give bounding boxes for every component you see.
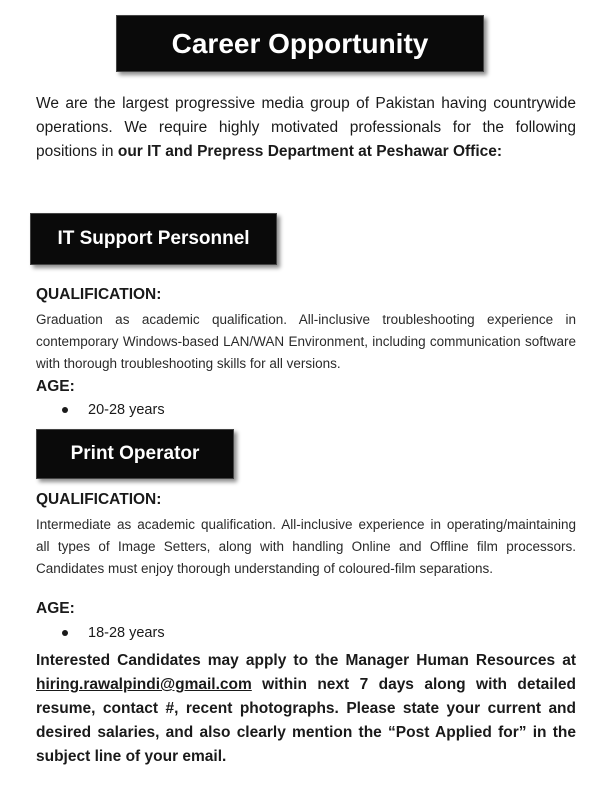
page-title: Career Opportunity xyxy=(171,27,429,59)
age-range: 20-28 years xyxy=(88,402,165,418)
qualification-heading: QUALIFICATION: xyxy=(36,286,162,303)
position-title: Print Operator xyxy=(70,443,200,464)
age-heading: AGE: xyxy=(36,600,75,617)
age-heading: AGE: xyxy=(36,378,75,395)
qualification-text: Graduation as academic qualification. All-inclusive troubleshooting experience in contemporary Windows-based LAN/WAN Environment, including communication software with thorough troubleshooting skills for all versions. xyxy=(36,312,576,371)
age-list-item xyxy=(62,625,165,641)
intro-text: We are the largest progressive media group of Pakistan having countrywide operations. We require highly motivated professionals for the following positions in xyxy=(36,95,576,160)
instructions-text-continued: within next 7 days along with detailed resume, contact #, recent photographs. Please state your current and desired salaries, and also clearly mention the “Post Applied for” in the subject line of your email. xyxy=(36,676,576,765)
bullet-icon xyxy=(62,630,68,636)
bullet-icon xyxy=(62,407,68,413)
email-link[interactable]: hiring.rawalpindi@gmail.com xyxy=(36,676,252,693)
qualification-heading: QUALIFICATION: xyxy=(36,491,162,508)
qualification-text: Intermediate as academic qualification. All-inclusive experience in operating/maintaining all types of Image Setters, along with handling Online and Offline film processors. Candidates must enjoy thorough understanding of coloured-film separations. xyxy=(36,517,576,576)
position-banner-print-operator xyxy=(36,429,234,479)
intro-department: our IT and Prepress Department at Peshawar Office: xyxy=(117,143,503,160)
position-banner-it-support xyxy=(30,213,277,265)
instructions-text: Interested Candidates may apply to the Manager Human Resources at xyxy=(36,652,576,669)
age-range: 18-28 years xyxy=(88,625,165,641)
age-list-item xyxy=(62,402,165,418)
page-title-banner xyxy=(116,15,484,72)
application-instructions xyxy=(36,649,576,769)
intro-paragraph xyxy=(36,92,576,164)
position-title: IT Support Personnel xyxy=(57,228,250,249)
